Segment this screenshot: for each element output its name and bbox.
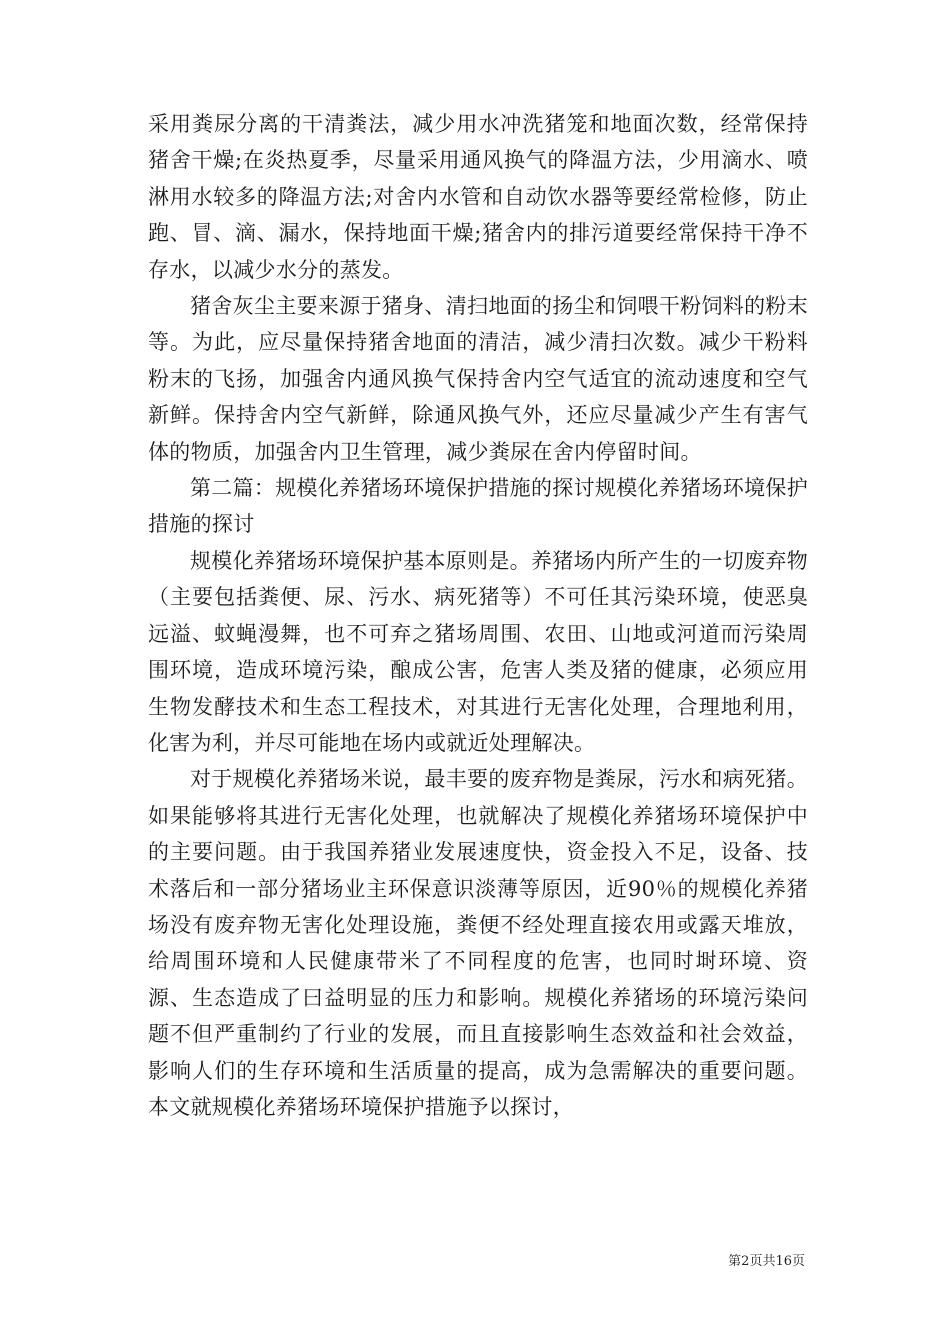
document-body xyxy=(148,106,808,1125)
section-heading-second-article: 第二篇：规模化养猪场环境保护措施的探讨规模化养猪场环境保护措施的探讨 xyxy=(148,476,808,537)
paragraph-main-waste-issues: 对于规模化养猪场米说，最丰要的废弃物是粪尿，污水和病死猪。如果能够将其进行无害化处理，也就解决了规模化养猪场环境保护中的主要问题。由于我国养猪业发展速度快，资金投入不足，设备、技术落后和一部分猪场业主环保意识淡薄等原因，近90％的规模化养猪场没有废弃物无害化处理设施，粪便不经处理直接农用或露天堆放，给周围环境和人民健康带米了不同程度的危害，也同时埘环境、资源、生态造成了曰益明显的压力和影响。规模化养猪场的环境污染问题不但严重制约了行业的发展，而且直接影响生态效益和社会效益，影响人们的生存环境和生活质量的提高，成为急需解决的重要问题。本文就规模化养猪场环境保护措施予以探讨， xyxy=(148,767,808,1119)
paragraph-continuation: 采用粪尿分离的干清粪法，减少用水冲洗猪笼和地面次数，经常保持猪舍干燥;在炎热夏季，尽量采用通风换气的降温方法，少用滴水、喷淋用水较多的降温方法;对舍内水管和自动饮水器等要经常检修，防止跑、冒、滴、漏水，保持地面干燥;猪舍内的排污道要经常保持干净不存水，以减少水分的蒸发。 xyxy=(148,112,808,282)
paragraph-basic-principles: 规模化养猪场环境保护基本原则是。养猪场内所产生的一切废弃物（主要包括粪便、尿、污水、病死猪等）不可任其污染环境，使恶臭远溢、蚊蝇漫舞，也不可弃之猪场周围、农田、山地或河道而污染周围环境，造成环境污染，酿成公害，危害人类及猪的健康，必须应用生物发酵技术和生态工程技术，对其进行无害化处理，合理地利用，化害为利，并尽可能地在场内或就近处理解决。 xyxy=(148,548,808,755)
paragraph-dust-control: 猪舍灰尘主要来源于猪身、清扫地面的扬尘和饲喂干粉饲料的粉末等。为此，应尽量保持猪舍地面的清洁，减少清扫次数。减少干粉料粉末的飞扬，加强舍内通风换气保持舍内空气适宜的流动速度和空气新鲜。保持舍内空气新鲜，除通风换气外，还应尽量减少产生有害气体的物质，加强舍内卫生管理，减少粪尿在舍内停留时间。 xyxy=(148,294,808,464)
page-number-footer: 第2页共16页 xyxy=(728,1254,805,1269)
